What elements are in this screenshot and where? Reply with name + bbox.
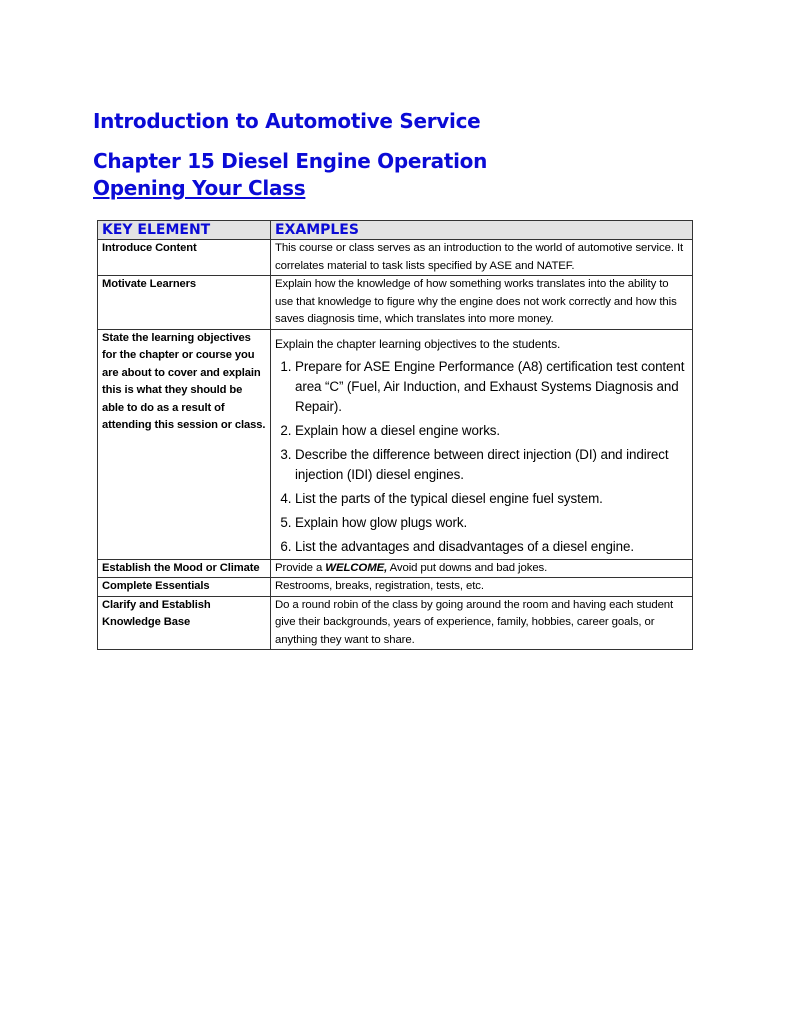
table-row — [98, 578, 693, 597]
example-cell: Explain how the knowledge of how something works translates into the ability to use that knowledge to figure why the engine does not work correctly and how this saves diagnosis time, which translates into more money. — [271, 276, 693, 330]
key-cell: State the learning objectives for the chapter or course you are about to cover and explain this is what they should be able to do as a result of attending this session or class. — [98, 329, 271, 559]
welcome-emphasis: WELCOME, — [325, 561, 388, 574]
key-cell: Motivate Learners — [98, 276, 271, 330]
objectives-intro: Explain the chapter learning objectives to the students. — [275, 336, 561, 351]
key-cell: Clarify and Establish Knowledge Base — [98, 596, 271, 650]
section-title: Opening Your Class — [93, 176, 306, 200]
key-element-table — [97, 220, 693, 650]
table-row — [98, 240, 693, 276]
objective-item: 4. List the parts of the typical diesel engine fuel system. — [295, 489, 688, 509]
table-row — [98, 329, 693, 559]
objectives-list — [275, 357, 688, 557]
key-cell: Complete Essentials — [98, 578, 271, 597]
objective-item: 3. Describe the difference between direct injection (DI) and indirect injection (IDI) diesel engines. — [295, 445, 688, 485]
example-cell — [271, 329, 693, 559]
objective-item: 6. List the advantages and disadvantages of a diesel engine. — [295, 537, 688, 557]
chapter-title: Chapter 15 Diesel Engine Operation — [93, 149, 488, 173]
example-cell: Restrooms, breaks, registration, tests, etc. — [271, 578, 693, 597]
table-row — [98, 276, 693, 330]
example-cell: This course or class serves as an introduction to the world of automotive service. It correlates material to task lists specified by ASE and NATEF. — [271, 240, 693, 276]
table-header-row — [98, 221, 693, 240]
document-title: Introduction to Automotive Service — [93, 109, 481, 133]
header-key-element: KEY ELEMENT — [98, 221, 271, 240]
table-row — [98, 596, 693, 650]
example-cell: Do a round robin of the class by going around the room and having each student give their backgrounds, years of experience, family, hobbies, career goals, or anything they want to share. — [271, 596, 693, 650]
objective-item: 1. Prepare for ASE Engine Performance (A8) certification test content area “C” (Fuel, Air Induction, and Exhaust Systems Diagnosis and Repair). — [295, 357, 688, 417]
header-examples: EXAMPLES — [271, 221, 693, 240]
objective-item: 5. Explain how glow plugs work. — [295, 513, 688, 533]
key-cell: Establish the Mood or Climate — [98, 559, 271, 578]
example-prefix: Provide a — [275, 561, 326, 574]
table-row — [98, 559, 693, 578]
example-suffix: Avoid put downs and bad jokes. — [387, 561, 548, 574]
key-cell: Introduce Content — [98, 240, 271, 276]
objective-item: 2. Explain how a diesel engine works. — [295, 421, 688, 441]
example-cell — [271, 559, 693, 578]
